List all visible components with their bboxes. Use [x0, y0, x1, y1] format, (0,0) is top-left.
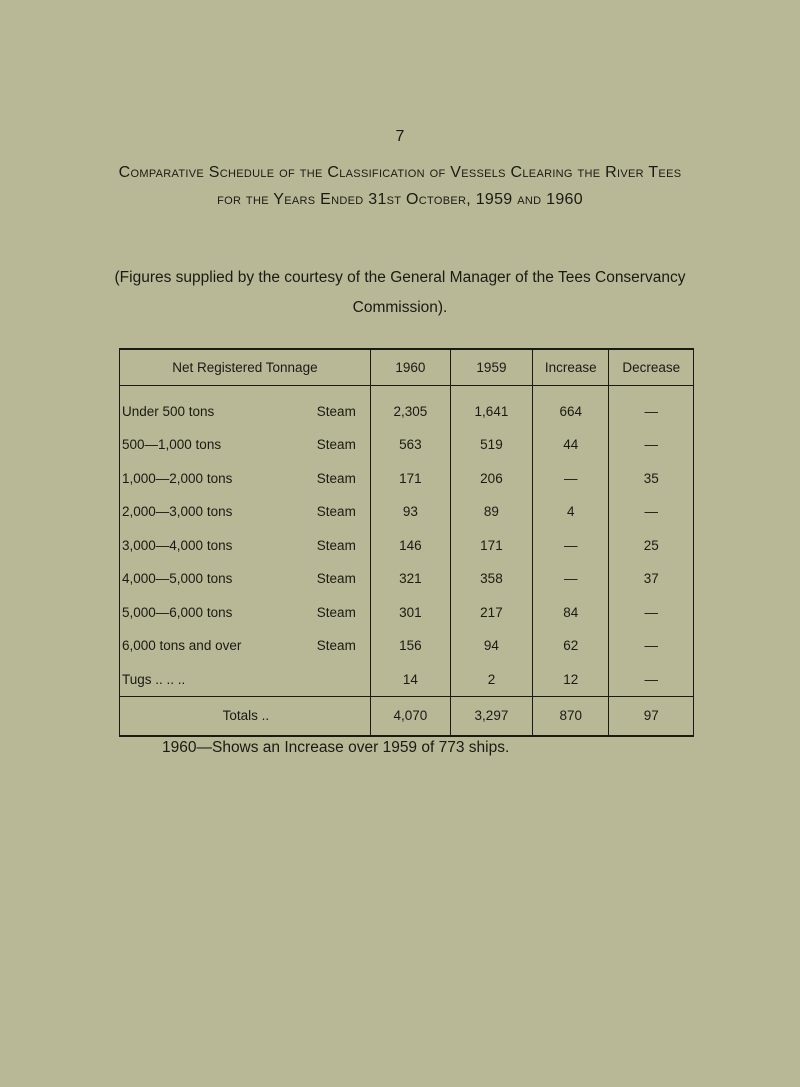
cell-1959: 94 — [450, 629, 532, 663]
cell-tonnage — [120, 596, 371, 630]
table-row — [120, 462, 694, 496]
cell-tonnage — [120, 629, 371, 663]
cell-decrease: 35 — [609, 462, 694, 496]
cell-tonnage — [120, 495, 371, 529]
cell-increase: 44 — [532, 428, 609, 462]
header-1959: 1959 — [450, 349, 532, 385]
header-1960: 1960 — [370, 349, 450, 385]
tonnage-label: 500—1,000 tons — [122, 437, 222, 453]
cell-1959: 519 — [450, 428, 532, 462]
cell-1960: 156 — [370, 629, 450, 663]
cell-decrease: — — [609, 663, 694, 697]
vessel-type: Steam — [316, 504, 356, 520]
cell-decrease: 37 — [609, 562, 694, 596]
cell-tonnage — [120, 562, 371, 596]
totals-decrease: 97 — [609, 696, 694, 736]
cell-1959: 1,641 — [450, 385, 532, 428]
table-row — [120, 428, 694, 462]
tonnage-label: Under 500 tons — [122, 404, 215, 420]
cell-1959: 89 — [450, 495, 532, 529]
cell-increase: 4 — [532, 495, 609, 529]
summary-note: 1960—Shows an Increase over 1959 of 773 ships. — [162, 739, 510, 756]
cell-1959: 217 — [450, 596, 532, 630]
vessel-type: Steam — [316, 571, 356, 587]
title-line-2: for the Years Ended 31st October, 1959 and 1960 — [217, 191, 583, 208]
header-increase: Increase — [532, 349, 609, 385]
cell-1960: 301 — [370, 596, 450, 630]
totals-1959: 3,297 — [450, 696, 532, 736]
table-row — [120, 495, 694, 529]
tonnage-label: 2,000—3,000 tons — [122, 504, 233, 520]
totals-row — [120, 696, 694, 736]
cell-1959: 358 — [450, 562, 532, 596]
source-note: (Figures supplied by the courtesy of the General Manager of the Tees Conservancy Commission). — [114, 269, 686, 316]
table-row — [120, 529, 694, 563]
cell-1959: 206 — [450, 462, 532, 496]
cell-1960: 563 — [370, 428, 450, 462]
cell-increase: — — [532, 462, 609, 496]
cell-decrease: — — [609, 428, 694, 462]
cell-tonnage — [120, 462, 371, 496]
tonnage-label: Tugs .. .. .. — [122, 671, 186, 687]
cell-1959: 171 — [450, 529, 532, 563]
title-line-1: Comparative Schedule of the Classification of Vessels Clearing the River Tees — [118, 164, 682, 181]
tonnage-label: 4,000—5,000 tons — [122, 571, 233, 587]
cell-tonnage — [120, 663, 371, 697]
cell-1960: 2,305 — [370, 385, 450, 428]
table-row — [120, 629, 694, 663]
tonnage-label: 1,000—2,000 tons — [122, 470, 233, 486]
tonnage-label: 3,000—4,000 tons — [122, 537, 233, 553]
tonnage-label: 6,000 tons and over — [122, 638, 242, 654]
cell-1960: 93 — [370, 495, 450, 529]
cell-decrease: — — [609, 385, 694, 428]
vessel-type: Steam — [316, 604, 356, 620]
cell-increase: 84 — [532, 596, 609, 630]
cell-tonnage — [120, 529, 371, 563]
header-tonnage: Net Registered Tonnage — [120, 349, 371, 385]
cell-tonnage — [120, 385, 371, 428]
vessel-type: Steam — [316, 404, 356, 420]
page-number: 7 — [395, 128, 405, 145]
document-title — [0, 159, 800, 213]
cell-increase: 62 — [532, 629, 609, 663]
cell-increase: — — [532, 562, 609, 596]
tonnage-label: 5,000—6,000 tons — [122, 604, 233, 620]
cell-decrease: — — [609, 596, 694, 630]
totals-1960: 4,070 — [370, 696, 450, 736]
cell-1960: 171 — [370, 462, 450, 496]
vessel-classification-table — [119, 348, 694, 737]
table-row — [120, 385, 694, 428]
cell-increase: — — [532, 529, 609, 563]
cell-1959: 2 — [450, 663, 532, 697]
cell-tonnage — [120, 428, 371, 462]
table-row — [120, 596, 694, 630]
vessel-type: Steam — [316, 638, 356, 654]
cell-1960: 14 — [370, 663, 450, 697]
cell-decrease: — — [609, 495, 694, 529]
cell-increase: 12 — [532, 663, 609, 697]
totals-increase: 870 — [532, 696, 609, 736]
header-decrease: Decrease — [609, 349, 694, 385]
table-row — [120, 562, 694, 596]
cell-decrease: 25 — [609, 529, 694, 563]
totals-label: Totals .. — [120, 696, 371, 736]
cell-1960: 146 — [370, 529, 450, 563]
cell-decrease: — — [609, 629, 694, 663]
table-row — [120, 663, 694, 697]
vessel-type: Steam — [316, 537, 356, 553]
vessel-type: Steam — [316, 470, 356, 486]
cell-1960: 321 — [370, 562, 450, 596]
vessel-type: Steam — [316, 437, 356, 453]
cell-increase: 664 — [532, 385, 609, 428]
table-header-row — [120, 349, 694, 385]
